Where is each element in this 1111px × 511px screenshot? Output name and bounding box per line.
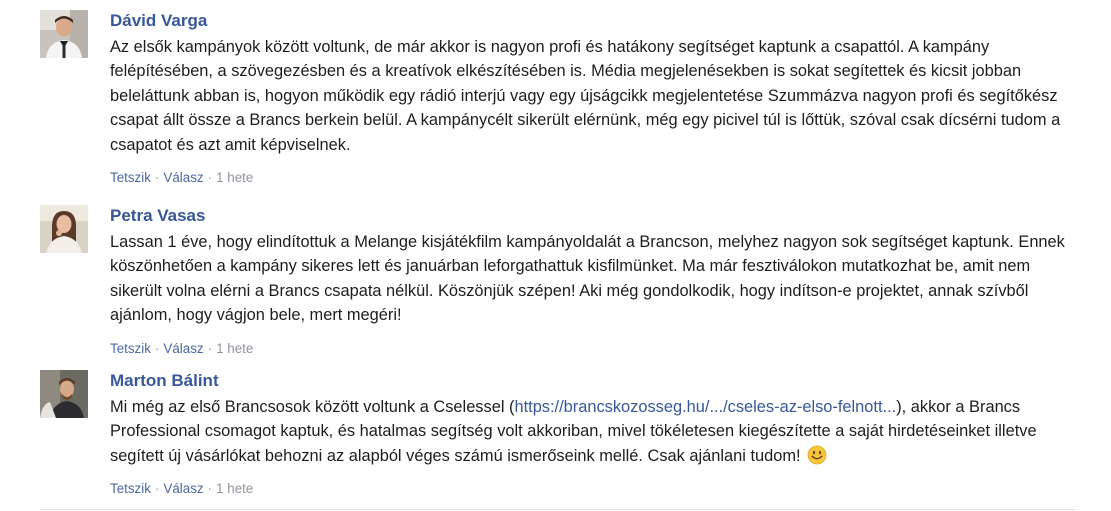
person-avatar-icon bbox=[40, 205, 88, 253]
comment-link[interactable]: https://brancskozosseg.hu/.../cseles-az-elso-felnott... bbox=[514, 398, 897, 416]
smiley-emoji-icon bbox=[807, 445, 827, 465]
comment-actions bbox=[110, 169, 1076, 187]
avatar[interactable] bbox=[40, 205, 88, 253]
separator-dot: · bbox=[207, 481, 213, 497]
comment-text: Lassan 1 éve, hogy elindítottuk a Melange kisjátékfilm kampányoldalát a Brancson, melyhez nagyon sok segítséget kaptunk. Ennek köszönhetően a kampány sikeres lett és januárban leforgathattuk kisfilmünket. Ma már fesztiválokon mutatkozhat be, amit nem sikerült volna elérni a Brancs csapata nélkül. Köszönjük szépen! Aki még gondolkodik, hogy indítson-e projektet, annak szívből ajánlom, hogy vágjon bele, mert megéri! bbox=[110, 233, 1065, 325]
separator-dot: · bbox=[154, 170, 160, 186]
comment-author[interactable]: Dávid Varga bbox=[110, 11, 208, 30]
comment-body bbox=[110, 203, 1076, 358]
comment-body bbox=[110, 8, 1076, 187]
comment bbox=[40, 203, 1076, 368]
avatar[interactable] bbox=[40, 370, 88, 418]
comment-text bbox=[110, 395, 1076, 468]
comment-actions bbox=[110, 480, 1076, 498]
separator-dot: · bbox=[207, 340, 213, 356]
comment-author[interactable]: Petra Vasas bbox=[110, 206, 206, 225]
person-avatar-icon bbox=[40, 10, 88, 58]
comment-timestamp[interactable]: 1 hete bbox=[216, 170, 254, 186]
person-avatar-icon bbox=[40, 370, 88, 418]
separator-dot: · bbox=[154, 340, 160, 356]
comment-text: Az elsők kampányok között voltunk, de már akkor is nagyon profi és hatákony segítséget kaptunk a csapattól. A kampány felépítésében, a szövegezésben és a kreatívok elkészítésében is. Média megjelenésekben is sokat segítettek és kicsit jobban beleláttunk abban is, hogyon működik egy rádió interjú vagy egy újságcikk megjelentetése Szummázva nagyon profi és segítőkész csapat állt össze a Brancs berkein belül. A kampánycélt sikerült elérnünk, még egy picivel túl is lőttük, szóval csak dícsérni tudom a csapatot és azt amit képviselnek. bbox=[110, 38, 1061, 154]
comment bbox=[40, 368, 1076, 508]
separator-dot: · bbox=[154, 481, 160, 497]
reply-button[interactable]: Válasz bbox=[163, 340, 204, 356]
comment-list bbox=[40, 8, 1076, 508]
comment-text-before: Mi még az első Brancsosok között voltunk a Cselessel ( bbox=[110, 398, 515, 416]
like-button[interactable]: Tetszik bbox=[110, 170, 151, 186]
comment-timestamp[interactable]: 1 hete bbox=[216, 481, 254, 497]
separator-dot: · bbox=[207, 170, 213, 186]
comment-author[interactable]: Marton Bálint bbox=[110, 371, 219, 390]
like-button[interactable]: Tetszik bbox=[110, 340, 151, 356]
comment-actions bbox=[110, 340, 1076, 358]
avatar[interactable] bbox=[40, 10, 88, 58]
comment bbox=[40, 8, 1076, 203]
divider bbox=[40, 509, 1076, 510]
comment-body bbox=[110, 368, 1076, 498]
like-button[interactable]: Tetszik bbox=[110, 481, 151, 497]
comment-text-after: ), akkor a Brancs Professional csomagot kaptuk, és hatalmas segítség volt akkoriban, mivel tökéletesen kiegészítette a saját hirdetéseinket illetve segített új vásárlókat behozni az alapból véges számú ismerőseink mellé. Csak ajánlani tudom! bbox=[110, 398, 1037, 465]
reply-button[interactable]: Válasz bbox=[163, 170, 204, 186]
reply-button[interactable]: Válasz bbox=[163, 481, 204, 497]
comment-timestamp[interactable]: 1 hete bbox=[216, 340, 254, 356]
